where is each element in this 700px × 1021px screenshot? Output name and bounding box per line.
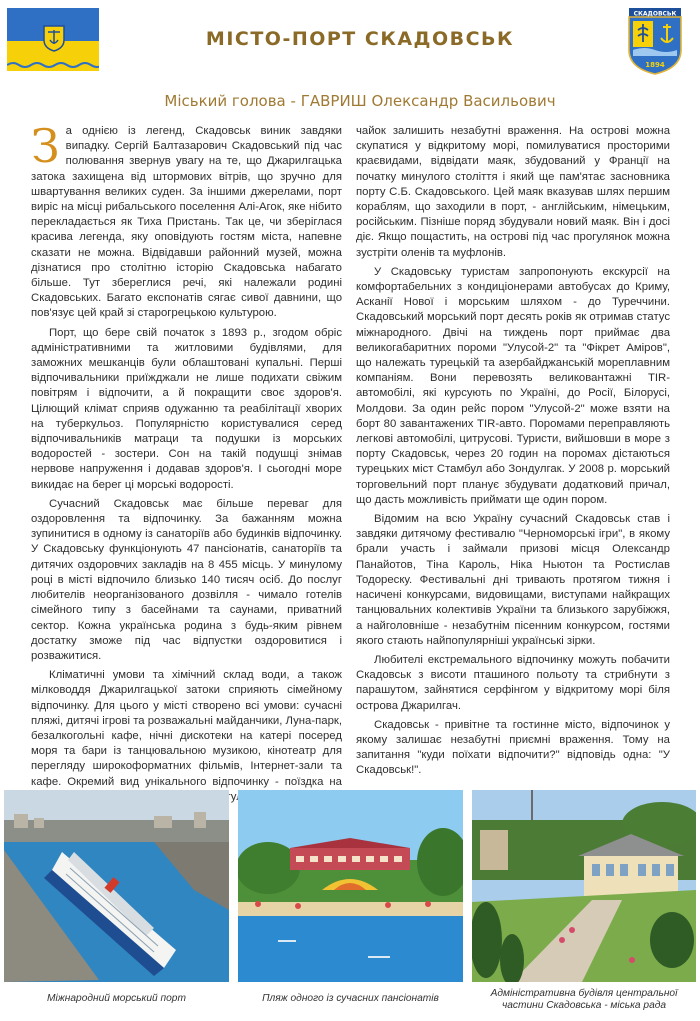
crest-year: 1894 bbox=[645, 61, 665, 69]
ferry-port-photo bbox=[4, 790, 229, 982]
paragraph: У Скадовську туристам запропонують екскурсії на комфортабельних з кондиціонерами автобусах до Криму, Асканії Нової і морським шляхом - до Туреччини. Скадовський морський порт десять років як отримав статус міжнародного. Двічі на тиждень порт приймає два великогабаритних пороми "Улусой-2" та "Фікрет Аміров", що належать турецькій та азербайджанській мореплавним компаніям. Вони перевозять великовантажні TIR-автомобілі, які курсують по Україні, до Росії, Білорусі, Молдови. За один рейс пором "Улусой-2" може взяти на борт 80 завантажених TIR-авто. Поромами переправляють легкові автомобілі, цитрусові. Туристи, вийшовши в море з порту Скадовськ, через 20 годин на поромах дістаються турецьких міст Стамбул або Зондулгак. У 2008 р. морський торговельний порт планує збудувати додатковий причал, що дасть можливість приймати ще один пором. bbox=[356, 265, 670, 506]
paragraph: За однією із легенд, Скадовськ виник завдяки випадку. Сергій Балтазарович Скадовський під час полювання звернув увагу на те, що Джарилгацька затока захищена від штормових вітрів, що зручно для швартування великих суден. За іншими джерелами, порт виріс на місці рибальського поселення Алі-Агок, яке нібито перекладається як Тиха Пристань. Так це, чи зберіглася красива легенда, яку оповідують гостям міста, напевне сказати не можна. Відвідавши районний музей, можна дізнатися про столітню історію Скадовська набагато більше. Тут збереглися речі, які належали родині Скадовських. Багато експонатів сягає сивої давнини, що пов'язує цей край зі старогрецькою культурою. bbox=[31, 119, 342, 320]
photo-caption: Пляж одного із сучасних пансіонатів bbox=[262, 993, 439, 1004]
page-title: МІСТО-ПОРТ СКАДОВСЬК bbox=[205, 28, 515, 50]
paragraph: Скадовськ - привітне та гостинне місто, відпочинок у якому залишає незабутні приємні враження. Тому на запитання "куди поїхати відпочити?" відповідь одна: "У Скадовськ!". bbox=[356, 718, 670, 777]
article-left-column bbox=[31, 119, 342, 824]
crest-label: СКАДОВСЬК bbox=[633, 10, 677, 18]
city-hall-photo bbox=[472, 790, 696, 982]
paragraph: Любителі екстремального відпочинку можуть побачити Скадовськ з висоти пташиного польоту та стрибнути з парашутом, зайнятися серфінгом у відкритому морі біля острова Джарилгач. bbox=[356, 653, 670, 712]
flag-emblem-icon bbox=[42, 24, 66, 52]
paragraph: Відомим на всю Україну сучасний Скадовськ став і завдяки дитячому фестивалю "Черноморські ігри", в якому брали участь і займали призові місця Олександр Панайотов, Тіна Кароль, Ніка Ньютон та Ростислав Тодореску. Фестивальні дні тривають протягом тижня і насичені конкурсами, видовищами, виступами найкращих танцювальних колективів України та близького зарубіжжя, а найголовніше - незабутнім пісенним конкурсом, гостями якого стають найпопулярніші українські зірки. bbox=[356, 513, 670, 647]
beach-photo bbox=[238, 790, 463, 982]
photo-caption: Міжнародний морський порт bbox=[47, 993, 186, 1004]
photo-caption: Адміністративна будівля центральної частини Скадовська - міська рада bbox=[490, 988, 678, 1011]
paragraph: Порт, що бере свій початок з 1893 р., згодом обріс адміністративними та житловими будівлями, для заможних мешканців були облаштовані купальні. Перші відпочивальники приїжджали не лише подихати свіжим повітрям і відпочити, а й покращити своє здоров'я. Цілющий клімат сприяв одужанню та реабілітації хворих на туберкульоз. Популярністю користувалися серед відпочивальників матраци та подушки із морських водоростей - зостери. Сон на такій подушці знімав нервове напруження і додавав здоров'я. І сьогодні море викидає на берег ці морські водорості. bbox=[31, 326, 342, 491]
article-right-column bbox=[356, 124, 670, 783]
mayor-subtitle: Міський голова - ГАВРИШ Олександр Васильович bbox=[164, 92, 556, 110]
city-flag bbox=[7, 8, 99, 71]
paragraph: Сучасний Скадовськ має більше переваг для оздоровлення та відпочинку. За бажанням можна зупинитися в одному із санаторіїв або будинків відпочинку. У Скадовську функціонують 47 пансіонатів, санаторіїв та дитячих оздоровчих закладів на 8 455 місць. У минулому році в місті відпочило близько 140 тисяч осіб. До послуг любителів неорганізованого дозвілля - чимало готелів сімейного типу з басейнами та саунами, приватний сектор. Кожна українська родина з будь-яким рівнем достатку зможе під час відпустки оздоровитися і розважитися. bbox=[31, 497, 342, 662]
city-crest-icon bbox=[627, 6, 683, 76]
paragraph: Кліматичні умови та хімічний склад води, а також мілководдя Джарилгацької затоки сприяють сімейному відпочинку. Для цього у місті створено всі умови: сучасні пляжі, дитячі ігрові та розважальні майданчики, Луна-парк, безалкогольні кафе, нічні дискотеки на катері посеред моря та бари із танцювальною музикою, кінотеатр для перегляду широкоформатних фільмів, Інтернет-зали та кафе. Окремий вид унікального відпочинку - поїздка на прогулянка bbox=[31, 669, 342, 803]
drop-cap: З bbox=[31, 119, 60, 173]
paragraph: чайок залишить незабутні враження. На острові можна скупатися у відкритому морі, помилуватися просторими краєвидами, відвідати маяк, збудований у Франції на початку минулого століття і який ще пам'ятає засновника порту С.Б. Скадовського. Цей маяк вказував шлях першим кораблям, що заходили в порт, - англійським, німецьким, російським. Пізніше поряд збудували новий маяк. Він і досі діє. Якщо пощастить, на острові під час прогулянок можна зустріти оленів та муфлонів. bbox=[356, 125, 670, 259]
